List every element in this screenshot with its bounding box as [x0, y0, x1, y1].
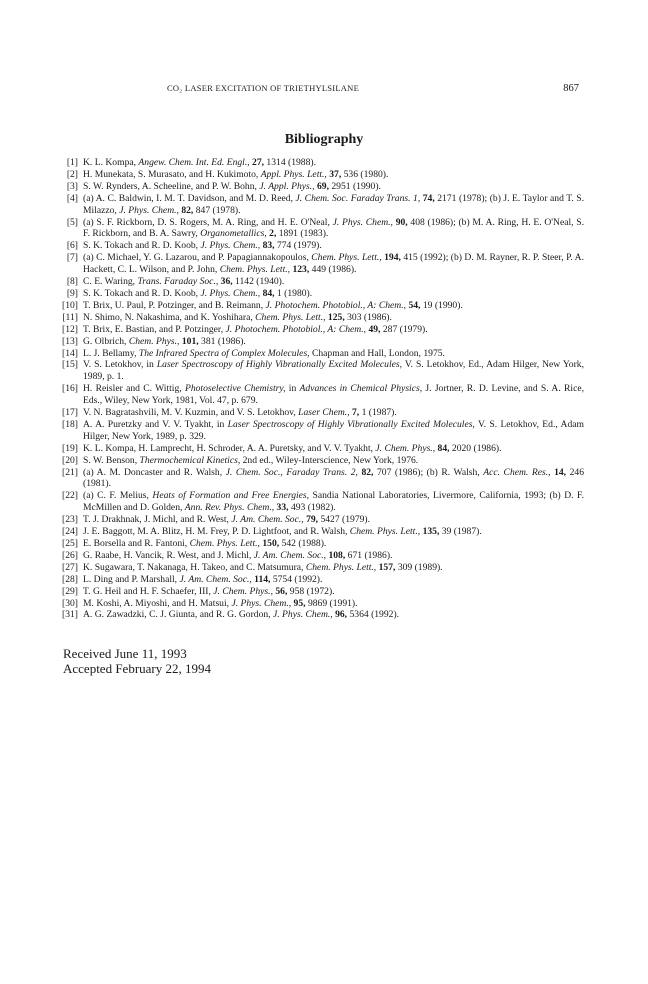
reference-text: T. Brix, E. Bastian, and P. Potzinger, J. Photochem. Photobiol., A: Chem., 49, 287 (1979). [83, 323, 428, 335]
reference-entry [64, 574, 584, 586]
reference-number: [12] [62, 323, 78, 335]
reference-text: (a) A. C. Baldwin, I. M. T. Davidson, and M. D. Reed, J. Chem. Soc. Faraday Trans. 1, 74, 2171 (1978); (b) J. E. Taylor and T. S. Milazzo, J. Phys. Chem., 82, 847 (1978). [83, 192, 584, 216]
reference-entry [64, 240, 584, 252]
reference-text: V. N. Bagratashvili, M. V. Kuzmin, and V. S. Letokhov, Laser Chem., 7, 1 (1987). [83, 407, 397, 419]
reference-entry [64, 193, 584, 217]
reference-number: [30] [62, 597, 78, 609]
reference-number: [6] [66, 240, 78, 252]
reference-text: E. Borsella and R. Fantoni, Chem. Phys. Lett., 150, 542 (1988). [83, 538, 327, 549]
reference-entry [64, 252, 584, 276]
reference-number: [8] [66, 276, 78, 288]
reference-text: K. L. Kompa, H. Lamprecht, H. Schroder, A. A. Puretsky, and V. V. Tyakht, J. Chem. Phys., 84, 2020 (1986). [83, 442, 502, 454]
reference-number: [24] [62, 526, 78, 538]
running-title: CO₂ LASER EXCITATION OF TRIETHYLSILANE [167, 83, 360, 93]
reference-number: [28] [62, 573, 78, 585]
reference-text: K. Sugawara, T. Nakanaga, H. Takeo, and C. Matsumura, Chem. Phys. Lett., 157, 309 (1989). [83, 561, 443, 573]
reference-number: [26] [62, 549, 78, 561]
reference-number: [13] [62, 335, 78, 347]
reference-entry [64, 157, 584, 169]
reference-number: [1] [66, 157, 78, 168]
reference-number: [3] [66, 180, 78, 192]
received-date: Received June 11, 1993 [63, 646, 187, 661]
reference-number: [9] [66, 287, 78, 299]
reference-entry [64, 562, 584, 574]
reference-number: [25] [62, 538, 78, 549]
reference-entry [64, 312, 584, 324]
reference-entry [64, 407, 584, 419]
reference-text: (a) C. Michael, Y. G. Lazarou, and P. Papagiannakopoulos, Chem. Phys. Lett., 194, 415 (1992); (b) D. M. Rayner, R. P. Steer, P. A. Hackett, C. L. Wilson, and P. John, Chem. Phys. Lett., 123, 449 (1986). [83, 252, 584, 276]
reference-text: K. L. Kompa, Angew. Chem. Int. Ed. Engl., 27, 1314 (1988). [83, 157, 316, 168]
reference-entry [64, 598, 584, 610]
reference-number: [20] [62, 454, 78, 466]
received-block [63, 646, 211, 676]
reference-entry [64, 443, 584, 455]
reference-text: (a) C. F. Melius, Heats of Formation and Free Energies, Sandia National Laboratories, Livermore, California, 1993; (b) D. F. McMillen and D. Golden, Ann. Rev. Phys. Chem., 33, 493 (1982). [83, 490, 584, 514]
reference-entry [64, 514, 584, 526]
reference-text: S. K. Tokach and R. D. Koob, J. Phys. Chem., 84, 1 (1980). [83, 287, 313, 299]
reference-text: (a) A. M. Doncaster and R. Walsh, J. Chem. Soc., Faraday Trans. 2, 82, 707 (1986); (b) R. Walsh, Acc. Chem. Res., 14, 246 (1981). [83, 466, 584, 490]
reference-number: [19] [62, 442, 78, 454]
reference-text: T. G. Heil and H. F. Schaefer, III, J. Chem. Phys., 56, 958 (1972). [83, 585, 335, 597]
reference-entry [64, 586, 584, 598]
reference-entry [64, 538, 584, 550]
reference-number: [7] [66, 252, 78, 264]
reference-entry [64, 550, 584, 562]
reference-text: S. K. Tokach and R. D. Koob, J. Phys. Chem., 83, 774 (1979). [83, 240, 322, 252]
page-number: 867 [563, 83, 579, 94]
reference-text: V. S. Letokhov, in Laser Spectroscopy of Highly Vibrationally Excited Molecules, V. S. Letokhov, Ed., Adam Hilger, New York, 1989, p. 1. [83, 359, 584, 383]
reference-entry [64, 609, 584, 621]
reference-number: [21] [62, 466, 78, 478]
reference-text: L. J. Bellamy, The Infrared Spectra of Complex Molecules, Chapman and Hall, London, 1975. [83, 347, 445, 359]
reference-entry [64, 181, 584, 193]
reference-text: N. Shimo, N. Nakashima, and K. Yoshihara, Chem. Phys. Lett., 125, 303 (1986). [83, 311, 392, 323]
reference-text: T. Brix, U. Paul, P. Potzinger, and B. Reimann, J. Photochem. Photobiol., A: Chem., 54, 19 (1990). [83, 299, 463, 311]
accepted-date: Accepted February 22, 1994 [63, 661, 212, 676]
running-head [167, 83, 579, 94]
reference-text: G. Olbrich, Chem. Phys., 101, 381 (1986). [83, 335, 246, 347]
reference-entry [64, 169, 584, 181]
reference-number: [15] [62, 359, 78, 371]
reference-entry [64, 217, 584, 241]
section-heading: Bibliography [284, 132, 364, 147]
reference-number: [14] [62, 347, 78, 359]
reference-number: [5] [66, 216, 78, 228]
reference-number: [17] [62, 407, 78, 419]
reference-text: J. E. Baggott, M. A. Blitz, H. M. Frey, P. D. Lightfoot, and R. Walsh, Chem. Phys. Lett., 135, 39 (1987). [83, 526, 482, 538]
reference-number: [4] [66, 192, 78, 204]
reference-text: A. A. Puretzky and V. V. Tyakht, in Laser Spectroscopy of Highly Vibrationally Excited Molecules, V. S. Letokhov, Ed., Adam Hilger, New York, 1989, p. 329. [83, 418, 585, 442]
reference-text: H. Reisler and C. Wittig, Photoselective Chemistry, in Advances in Chemical Physics, J. Jortner, R. D. Levine, and S. A. Rice, Eds., Wiley, New York, 1981, Vol. 47, p. 679. [83, 383, 585, 407]
reference-entry [64, 467, 584, 491]
reference-entry [64, 455, 584, 467]
reference-number: [23] [62, 514, 78, 526]
reference-entry [64, 276, 584, 288]
reference-entry [64, 526, 584, 538]
reference-text: L. Ding and P. Marshall, J. Am. Chem. Soc., 114, 5754 (1992). [83, 573, 323, 585]
reference-text: S. W. Rynders, A. Scheeline, and P. W. Bohn, J. Appl. Phys., 69, 2951 (1990). [83, 180, 381, 192]
reference-number: [29] [62, 585, 78, 597]
reference-text: (a) S. F. Rickborn, D. S. Rogers, M. A. Ring, and H. E. O'Neal, J. Phys. Chem., 90, 408 (1986); (b) M. A. Ring, H. E. O'Neal, S. F. Rickborn, and B. A. Sawry, Organometallics, 2, 1891 (1983). [83, 216, 585, 240]
reference-entry [64, 348, 584, 360]
reference-number: [16] [62, 383, 78, 395]
reference-text: S. W. Benson, Thermochemical Kinetics, 2nd ed., Wiley-Interscience, New York, 1976. [83, 454, 419, 466]
reference-text: A. G. Zawadzki, C. J. Giunta, and R. G. Gordon, J. Phys. Chem., 96, 5364 (1992). [83, 609, 400, 621]
reference-number: [11] [62, 311, 78, 323]
reference-text: T. J. Drakhnak, J. Michl, and R. West, J. Am. Chem. Soc., 79, 5427 (1979). [83, 514, 371, 526]
reference-entry [64, 383, 584, 407]
reference-number: [31] [62, 609, 78, 621]
reference-entry [64, 419, 584, 443]
reference-number: [22] [62, 490, 78, 502]
reference-number: [18] [62, 418, 78, 430]
reference-text: G. Raabe, H. Vancik, R. West, and J. Michl, J. Am. Chem. Soc., 108, 671 (1986). [83, 549, 393, 561]
reference-list [64, 157, 584, 621]
reference-number: [27] [62, 561, 78, 573]
reference-entry [64, 288, 584, 300]
reference-entry [64, 490, 584, 514]
reference-number: [10] [62, 299, 78, 311]
reference-text: C. E. Waring, Trans. Faraday Soc., 36, 1142 (1940). [83, 276, 285, 288]
reference-text: H. Munekata, S. Murasato, and H. Kukimoto, Appl. Phys. Lett., 37, 536 (1980). [83, 168, 389, 180]
reference-entry [64, 324, 584, 336]
reference-entry [64, 300, 584, 312]
reference-text: M. Koshi, A. Miyoshi, and H. Matsui, J. Phys. Chem., 95, 9869 (1991). [83, 597, 358, 609]
reference-entry [64, 336, 584, 348]
reference-entry [64, 359, 584, 383]
reference-number: [2] [66, 168, 78, 180]
